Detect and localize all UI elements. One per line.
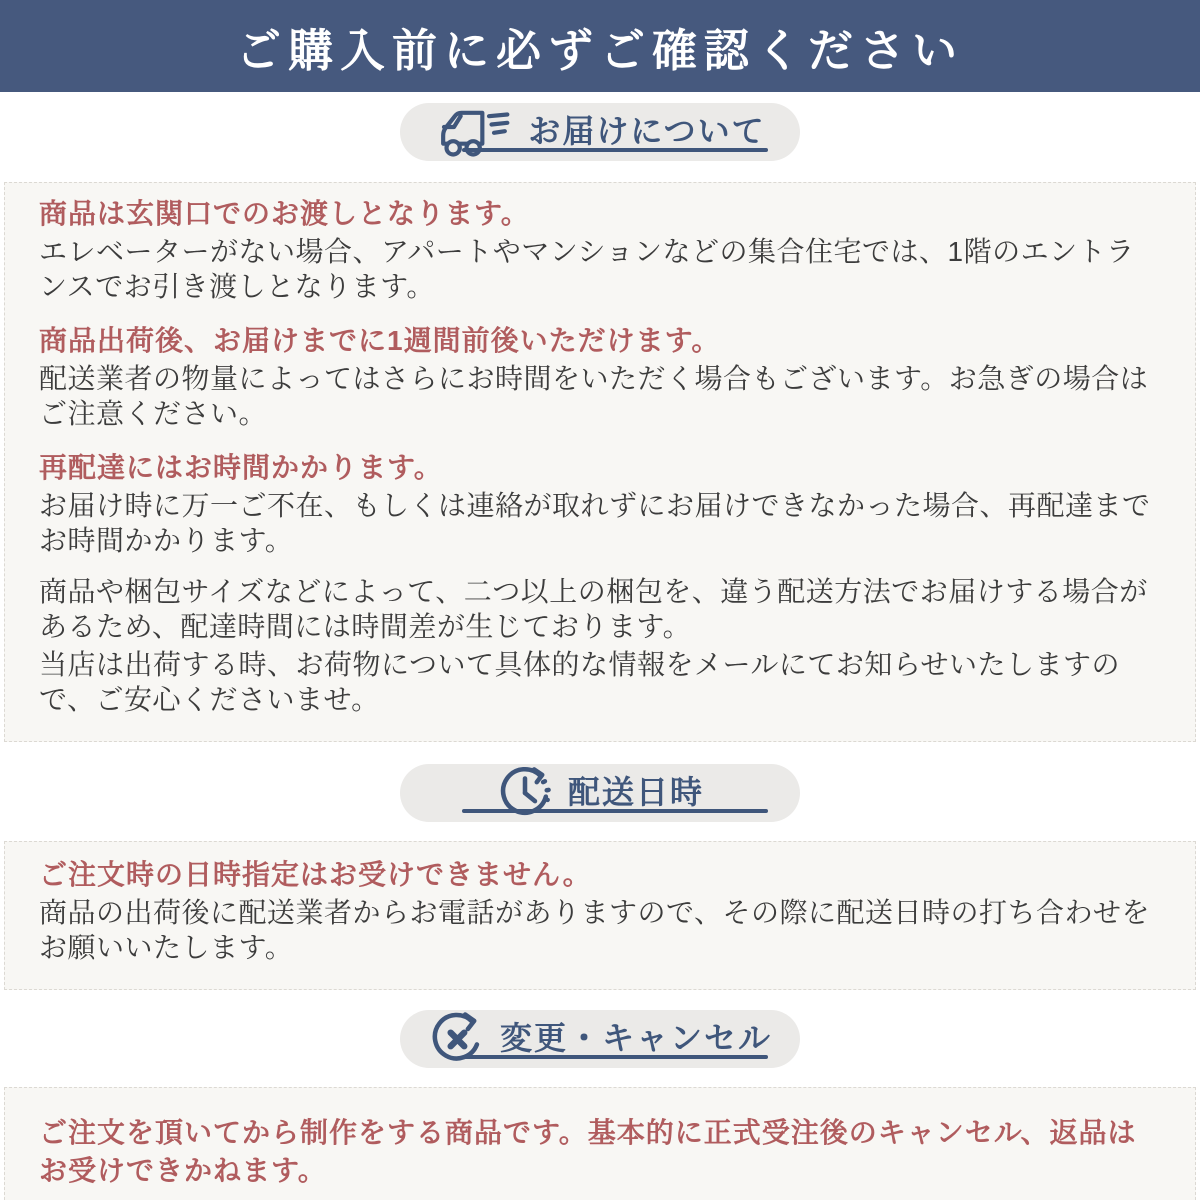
delivery-datetime-panel <box>4 841 1196 990</box>
change-cancel-badge-label: 変更・キャンセル <box>499 1020 772 1056</box>
notice-body: 当店は出荷する時、お荷物について具体的な情報をメールにてお知らせいたしますので、ご安心くださいませ。 <box>39 649 1121 715</box>
header-bar <box>0 0 1200 92</box>
notice-body: 商品の出荷後に配送業者からお電話がありますので、その際に配送日時の打ち合わせをお願いいたします。 <box>39 897 1150 963</box>
delivery-info-panel <box>4 182 1196 742</box>
delivery-datetime-badge <box>400 764 800 822</box>
delivery-badge <box>400 103 800 161</box>
notice-body: 商品や梱包サイズなどによって、二つ以上の梱包を、違う配送方法でお届けする場合があるため、配達時間には時間差が生じております。 <box>39 576 1148 642</box>
delivery-datetime-badge-label: 配送日時 <box>567 774 704 810</box>
notice-heading: 再配達にはお時間かかります。 <box>39 452 443 483</box>
notice-heading: ご注文時の日時指定はお受けできません。 <box>39 859 592 890</box>
notice-heading: ご注文を頂いてから制作をする商品です。基本的に正式受注後のキャンセル、返品はお受けできかねます。 <box>39 1117 1137 1186</box>
change-cancel-panel <box>4 1087 1196 1200</box>
notice-body: 配送業者の物量によってはさらにお時間をいただく場合もございます。お急ぎの場合はご注意ください。 <box>39 363 1149 429</box>
notice-heading: 商品出荷後、お届けまでに1週間前後いただけます。 <box>39 325 721 356</box>
notice-body: エレベーターがない場合、アパートやマンションなどの集合住宅では、1階のエントランスでお引き渡しとなります。 <box>39 236 1135 302</box>
cancel-icon <box>428 1010 486 1068</box>
change-cancel-badge <box>400 1010 800 1068</box>
delivery-badge-label: お届けについて <box>528 113 766 149</box>
notice-body: お届け時に万一ご不在、もしくは連絡が取れずにお届けできなかった場合、再配達までお時間かかります。 <box>39 490 1151 556</box>
notice-heading: 商品は玄関口でのお渡しとなります。 <box>39 198 530 229</box>
page-title: ご購入前に必ずご確認ください <box>235 24 964 76</box>
clock-icon <box>496 764 554 822</box>
